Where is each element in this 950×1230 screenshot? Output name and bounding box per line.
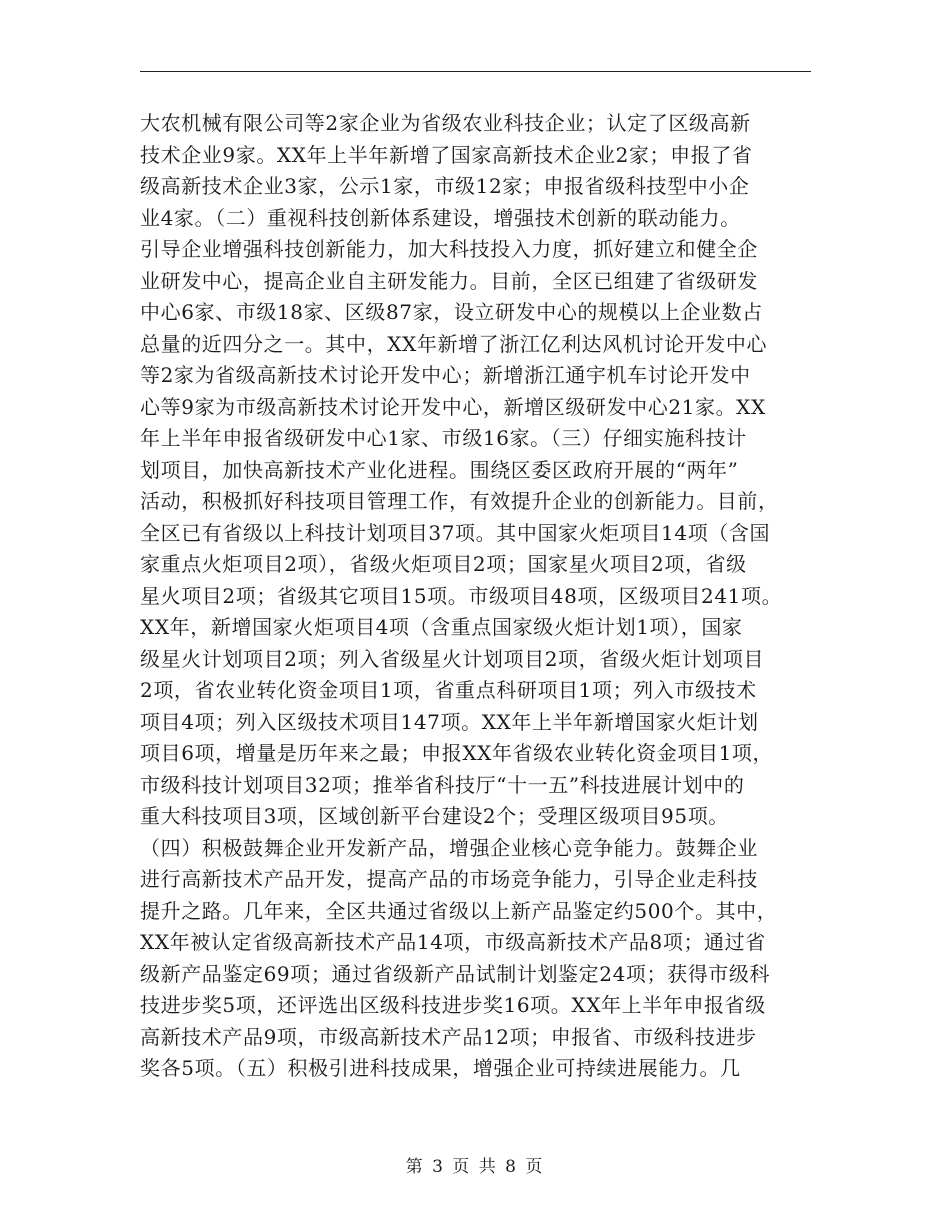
text-line: 重大科技项目3项，区域创新平台建设2个；受理区级项目95项。 [140,804,729,828]
body-text [140,108,820,1085]
text-line: 引导企业增强科技创新能力，加大科技投入力度，抓好建立和健全企 [140,237,758,261]
text-line: XX年被认定省级高新技术产品14项，市级高新技术产品8项；通过省 [140,930,766,954]
text-line: 心等9家为市级高新技术讨论开发中心，新增区级研发中心21家。XX [140,394,766,419]
text-line: 家重点火炬项目2项），省级火炬项目2项；国家星火项目2项，省级 [140,552,747,576]
text-line: 级新产品鉴定69项；通过省级新产品试制计划鉴定24项；获得市级科 [140,961,771,986]
text-line: 星火项目2项；省级其它项目15项。市级项目48项，区级项目241项。 [140,583,783,608]
page-footer: 第 3 页 共 8 页 [405,1157,545,1177]
text-line: 总量的近四分之一。其中，XX年新增了浙江亿利达风机讨论开发中心 [140,331,768,356]
text-line: 技术企业9家。XX年上半年新增了国家高新技术企业2家；申报了省 [140,142,753,167]
text-line: 业研发中心，提高企业自主研发能力。目前，全区已组建了省级研发 [140,268,758,293]
text-line: 提升之路。几年来，全区共通过省级以上新产品鉴定约500个。其中， [140,898,778,923]
text-line: 级高新技术企业3家，公示1家，市级12家；申报省级科技型中小企 [140,174,750,198]
text-line: 奖各5项。（五）积极引进科技成果，增强企业可持续进展能力。几 [140,1056,741,1080]
text-line: 项目4项；列入区级技术项目147项。XX年上半年新增国家火炬计划 [140,709,759,734]
text-line: 等2家为省级高新技术讨论开发中心；新增浙江通宇机车讨论开发中 [140,363,751,387]
header-rule [140,71,811,72]
text-line: 2项，省农业转化资金项目1项，省重点科研项目1项；列入市级技术 [140,678,757,702]
text-line: 市级科技计划项目32项；推举省科技厅“十一五”科技进展计划中的 [140,772,745,797]
text-line: XX年，新增国家火炬项目4项（含重点国家级火炬计划1项），国家 [140,615,743,639]
text-line: 活动，积极抓好科技项目管理工作，有效提升企业的创新能力。目前， [140,489,779,513]
text-line: 划项目，加快高新技术产业化进程。围绕区委区政府开展的“两年” [140,457,739,482]
text-line: 业4家。（二）重视科技创新体系建设，增强技术创新的联动能力。 [140,205,741,230]
text-line: 全区已有省级以上科技计划项目37项。其中国家火炬项目14项（含国 [140,520,771,545]
text-line: （四）积极鼓舞企业开发新产品，增强企业核心竞争能力。鼓舞企业 [140,835,758,860]
text-line: 大农机械有限公司等2家企业为省级农业科技企业；认定了区级高新 [140,111,751,135]
text-line: 项目6项，增量是历年来之最；申报XX年省级农业转化资金项目1项， [140,741,774,765]
text-line: 级星火计划项目2项；列入省级星火计划项目2项，省级火炬计划项目 [140,646,765,671]
text-line: 进行高新技术产品开发，提高产品的市场竞争能力，引导企业走科技 [140,867,758,891]
text-line: 高新技术产品9项，市级高新技术产品12项；申报省、市级科技进步 [140,1024,757,1049]
text-line: 年上半年申报省级研发中心1家、市级16家。（三）仔细实施科技计 [140,426,747,450]
text-line: 技进步奖5项，还评选出区级科技进步奖16项。XX年上半年申报省级 [140,993,766,1017]
text-line: 中心6家、市级18家、区级87家，设立研发中心的规模以上企业数占 [140,300,763,324]
